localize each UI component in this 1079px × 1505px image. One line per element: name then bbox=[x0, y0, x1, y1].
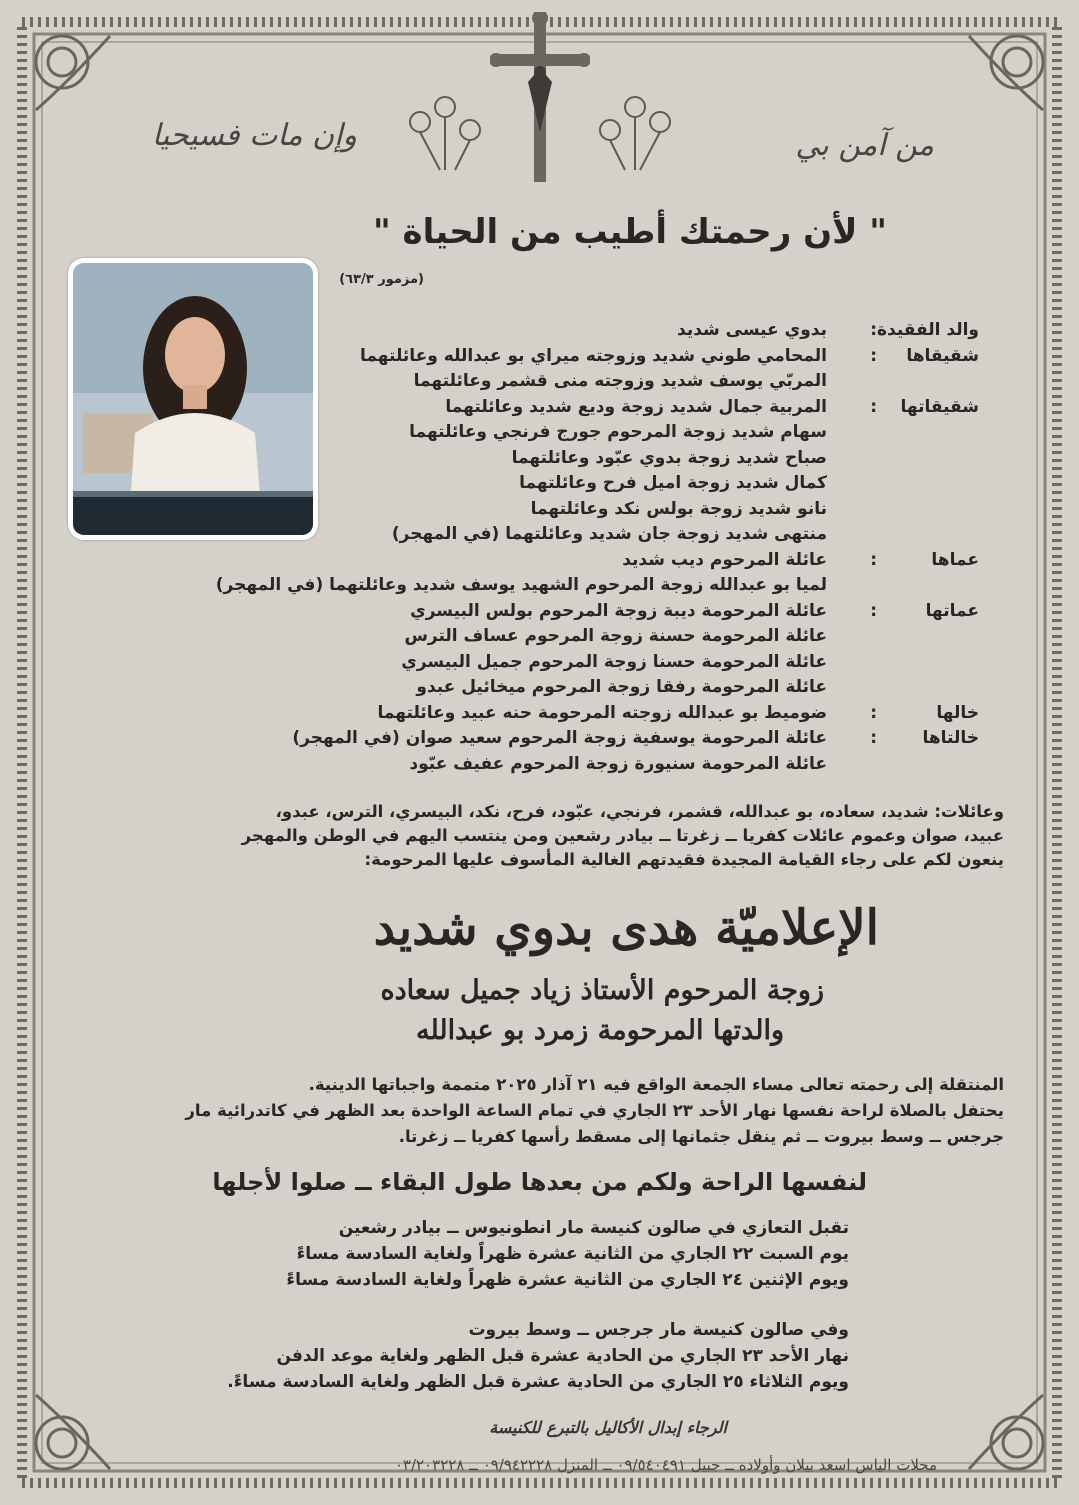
relative-separator: : bbox=[870, 345, 877, 366]
relative-separator: : bbox=[870, 702, 877, 723]
relative-label: شقيقاها bbox=[906, 345, 979, 366]
relative-line: عائلة المرحومة سنيورة زوجة المرحوم عفيف عبّود bbox=[409, 753, 827, 774]
announcement-line-2: يحتفل بالصلاة لراحة نفسها نهار الأحد ٢٣ الجاري في تمام الساعة الواحدة بعد الظهر في كاتدرائية مار bbox=[185, 1101, 1004, 1120]
relative-line: سهام شديد زوجة المرحوم جورج فرنجي وعائلتهما bbox=[409, 422, 827, 442]
families-line-3: ينعون لكم على رجاء القيامة المجيدة فقيدتهم الغالية المأسوف عليها المرحومة: bbox=[364, 850, 1004, 869]
prayer-line: لنفسها الراحة ولكم من بعدها طول البقاء ــ صلوا لأجلها bbox=[212, 1168, 867, 1196]
relative-line: عائلة المرحوم ديب شديد bbox=[622, 549, 827, 570]
funeral-home-footer: محلات الياس اسعد بيلان وأولاده ــ جبيل ٠٩/٥٤٠٤٩١ ــ المنزل ٠٩/٩٤٢٢٢٨ ــ ٠٣/٢٠٣٢٢٨ bbox=[394, 1456, 937, 1474]
relative-line: بدوي عيسى شديد bbox=[677, 320, 827, 340]
relative-label: عماتها bbox=[925, 600, 979, 621]
psalm-reference: (مزمور ٦٣/٣) bbox=[339, 272, 424, 287]
relative-label: خالها bbox=[936, 702, 979, 723]
flowers-left-icon bbox=[400, 92, 500, 172]
relative-line: عائلة المرحومة يوسفية زوجة المرحوم سعيد صوان (في المهجر) bbox=[292, 728, 827, 748]
deceased-name: الإعلاميّة هدى بدوي شديد bbox=[373, 900, 879, 956]
psalm-quote: " لأن رحمتك أطيب من الحياة " bbox=[372, 212, 887, 252]
deceased-husband: زوجة المرحوم الأستاذ زياد جميل سعاده bbox=[380, 975, 824, 1006]
families-line-2: عبيد، صوان وعموم عائلات كفريا ــ زغرتا ــ بيادر رشعين ومن ينتسب اليهم في الوطن والمهجر bbox=[241, 826, 1004, 845]
relative-line: عائلة المرحومة ديبة زوجة المرحوم بولس البيسري bbox=[410, 600, 827, 621]
condolences-2-line-1: وفي صالون كنيسة مار جرجس ــ وسط بيروت bbox=[468, 1320, 849, 1340]
crucifix-icon bbox=[490, 12, 590, 182]
verse-right: من آمن بي bbox=[795, 128, 934, 163]
relative-separator: : bbox=[870, 320, 877, 340]
relative-line: نانو شديد زوجة بولس نكد وعائلتهما bbox=[530, 498, 827, 519]
flowers-right-icon bbox=[580, 92, 680, 172]
relative-line: لميا بو عبدالله زوجة المرحوم الشهيد يوسف شديد وعائلتهما (في المهجر) bbox=[215, 575, 827, 595]
condolences-1-line-2: يوم السبت ٢٢ الجاري من الثانية عشرة ظهراً ولغاية السادسة مساءً bbox=[296, 1244, 849, 1264]
relative-line: المربّي يوسف شديد وزوجته منى قشمر وعائلتهما bbox=[413, 371, 827, 391]
deceased-mother: والدتها المرحومة زمرد بو عبدالله bbox=[416, 1015, 784, 1046]
announcement-line-1: المنتقلة إلى رحمته تعالى مساء الجمعة الواقع فيه ٢١ آذار ٢٠٢٥ متممة واجباتها الدينية. bbox=[308, 1075, 1004, 1094]
relative-line: عائلة المرحومة حسنة زوجة المرحوم عساف الترس bbox=[404, 626, 827, 646]
relative-label: عماها bbox=[931, 549, 979, 570]
announcement-line-3: جرجس ــ وسط بيروت ــ ثم ينقل جثمانها إلى مسقط رأسها كفريا ــ زغرتا. bbox=[398, 1127, 1004, 1146]
relative-separator: : bbox=[870, 600, 877, 621]
relative-line: عائلة المرحومة رفقا زوجة المرحوم ميخائيل عبدو bbox=[416, 677, 827, 697]
relative-line: ضوميط بو عبدالله زوجته المرحومة حنه عبيد وعائلتهما bbox=[377, 702, 827, 723]
relative-line: المحامي طوني شديد وزوجته ميراي بو عبدالله وعائلتهما bbox=[360, 345, 827, 366]
relative-label: شقيقاتها bbox=[900, 396, 979, 417]
condolences-2-line-3: ويوم الثلاثاء ٢٥ الجاري من الحادية عشرة قبل الظهر ولغاية السادسة مساءً. bbox=[227, 1372, 849, 1392]
families-line-1: وعائلات: شديد، سعاده، بو عبدالله، قشمر، فرنجي، عبّود، فرح، نكد، البيسري، الترس، عبدو، bbox=[275, 802, 1004, 821]
deceased-photo bbox=[68, 258, 318, 540]
relative-line: عائلة المرحومة حسنا زوجة المرحوم جميل البيسري bbox=[401, 651, 827, 672]
condolences-2-line-2: نهار الأحد ٢٣ الجاري من الحادية عشرة قبل الظهر ولغاية موعد الدفن bbox=[276, 1346, 849, 1366]
condolences-1-line-3: ويوم الإثنين ٢٤ الجاري من الثانية عشرة ظهراً ولغاية السادسة مساءً bbox=[286, 1270, 849, 1290]
relative-separator: : bbox=[870, 728, 877, 748]
wreath-request: الرجاء إبدال الأكاليل بالتبرع للكنيسة bbox=[489, 1418, 727, 1437]
condolences-1-line-1: تقبل التعازي في صالون كنيسة مار انطونيوس ــ بيادر رشعين bbox=[338, 1218, 849, 1238]
relative-separator: : bbox=[870, 549, 877, 570]
relative-line: صباح شديد زوجة بدوي عبّود وعائلتهما bbox=[511, 447, 827, 468]
relative-line: كمال شديد زوجة اميل فرح وعائلتهما bbox=[519, 473, 827, 493]
relative-label: خالتاها bbox=[922, 728, 979, 748]
relative-line: المربية جمال شديد زوجة وديع شديد وعائلتهما bbox=[445, 396, 827, 417]
verse-left: وإن مات فسيحيا bbox=[151, 118, 357, 153]
relative-separator: : bbox=[870, 396, 877, 417]
relative-line: منتهى شديد زوجة جان شديد وعائلتهما (في المهجر) bbox=[391, 524, 827, 544]
relative-label: والد الفقيدة bbox=[877, 320, 979, 340]
